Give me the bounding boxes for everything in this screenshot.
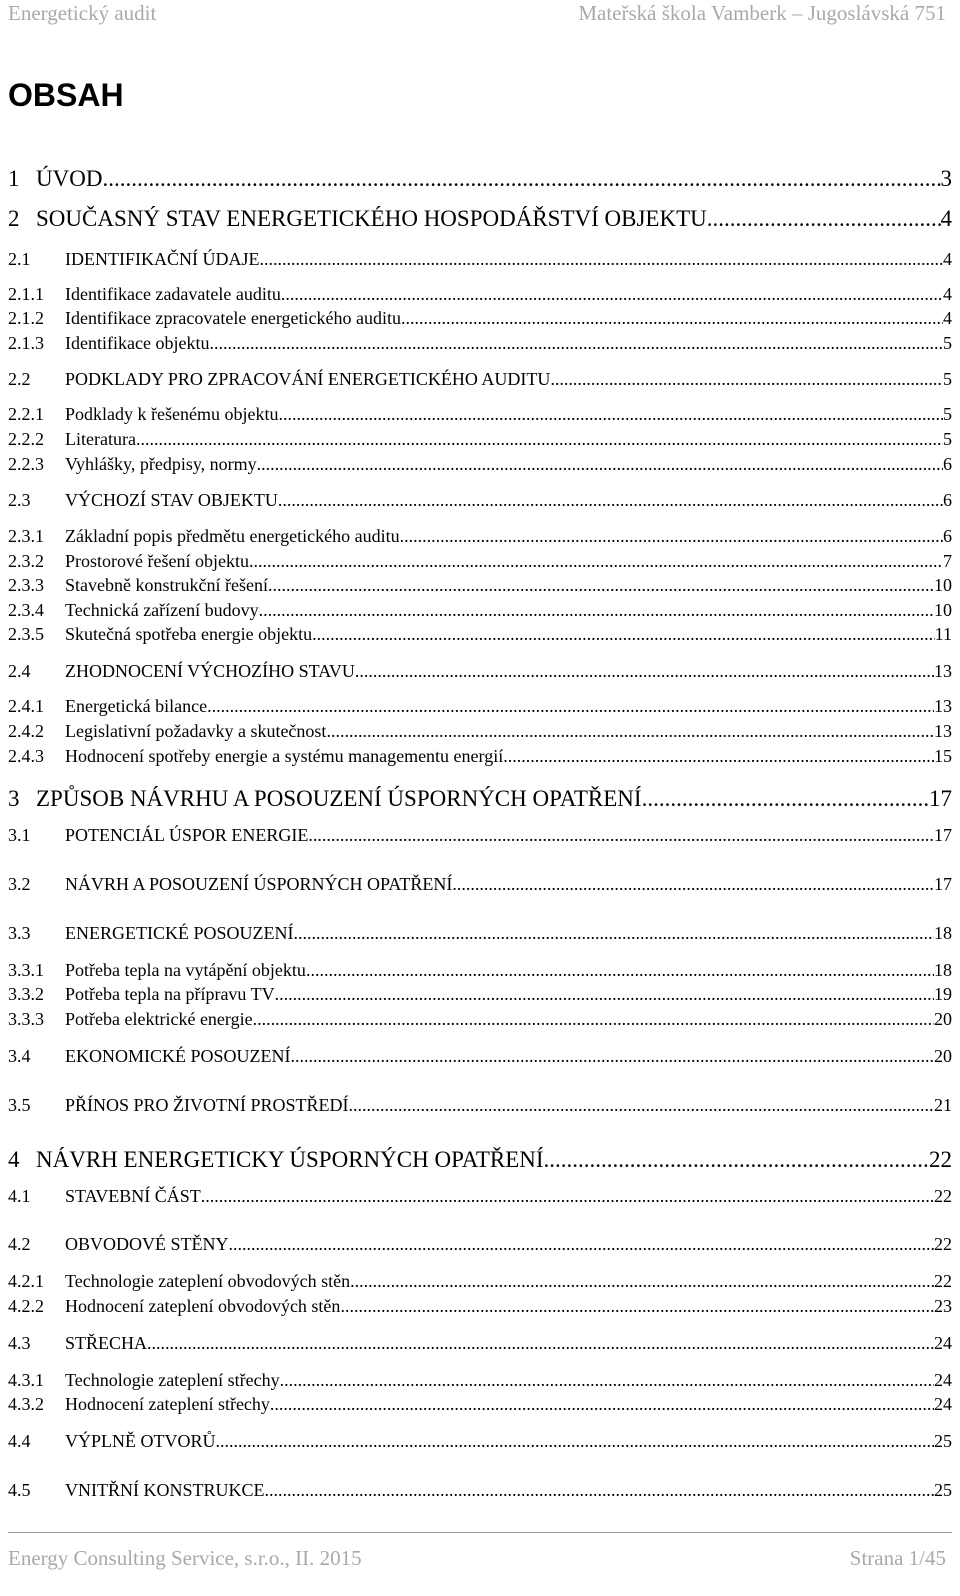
toc-entry[interactable] <box>8 1481 952 1499</box>
toc-entry[interactable] <box>8 167 952 190</box>
toc-entry-number: 2.1.1 <box>8 284 44 304</box>
toc-entry-number: 2.2.3 <box>8 454 44 474</box>
toc-entry-title: NÁVRH A POSOUZENÍ ÚSPORNÝCH OPATŘENÍ <box>65 874 453 894</box>
toc-entry-page: 4 <box>943 249 952 269</box>
toc-entry[interactable] <box>8 1297 952 1315</box>
toc-entry[interactable] <box>8 1272 952 1290</box>
toc-entry[interactable] <box>8 430 952 448</box>
toc-entry-leader <box>102 167 940 190</box>
toc-entry-title: Hodnocení zateplení střechy <box>65 1394 270 1414</box>
toc-entry-number: 2.2.1 <box>8 404 44 424</box>
toc-entry-number: 2.1 <box>8 249 31 269</box>
toc-entry-leader <box>270 1395 934 1413</box>
toc-entry-title: Energetická bilance <box>65 696 208 716</box>
toc-entry[interactable] <box>8 1187 952 1205</box>
toc-entry-leader <box>249 552 943 570</box>
toc-entry-leader <box>349 1096 934 1114</box>
toc-entry[interactable] <box>8 552 952 570</box>
toc-entry-page: 22 <box>934 1234 952 1254</box>
toc-entry[interactable] <box>8 722 952 740</box>
toc-entry[interactable] <box>8 309 952 327</box>
toc-entry-title: IDENTIFIKAČNÍ ÚDAJE <box>65 249 260 269</box>
toc-entry-page: 22 <box>929 1147 952 1172</box>
toc-entry-leader <box>401 309 943 327</box>
toc-entry-leader <box>278 491 943 509</box>
toc-entry-leader <box>550 370 943 388</box>
toc-entry-leader <box>275 985 934 1003</box>
toc-entry-title: Potřeba tepla na přípravu TV <box>65 984 275 1004</box>
toc-entry[interactable] <box>8 576 952 594</box>
toc-entry-leader <box>306 961 934 979</box>
toc-entry-leader <box>216 1432 935 1450</box>
toc-entry-title: Potřeba tepla na vytápění objektu <box>65 960 306 980</box>
toc-entry-title: POTENCIÁL ÚSPOR ENERGIE <box>65 825 309 845</box>
toc-entry[interactable] <box>8 1010 952 1028</box>
toc-entry-page: 3 <box>940 166 952 191</box>
toc-entry-number: 2.3.4 <box>8 600 44 620</box>
header-object-name: Mateřská škola Vamberk – Jugoslávská 751 <box>578 1 946 25</box>
toc-entry-title: NÁVRH ENERGETICKY ÚSPORNÝCH OPATŘENÍ <box>36 1147 544 1172</box>
toc-entry-page: 4 <box>940 206 952 231</box>
toc-entry-leader <box>259 601 934 619</box>
toc-entry-leader <box>209 334 943 352</box>
toc-entry-leader <box>278 405 943 423</box>
toc-entry[interactable] <box>8 875 952 893</box>
toc-entry-page: 24 <box>934 1370 952 1390</box>
toc-entry-leader <box>308 826 934 844</box>
toc-entry-leader <box>147 1334 934 1352</box>
toc-entry-leader <box>355 662 934 680</box>
toc-entry-title: Prostorové řešení objektu <box>65 551 249 571</box>
toc-entry-number: 2.3 <box>8 490 31 510</box>
toc-entry-page: 5 <box>943 333 952 353</box>
toc-entry-page: 4 <box>943 308 952 328</box>
toc-entry-number: 3.5 <box>8 1095 31 1115</box>
toc-entry[interactable] <box>8 405 952 423</box>
toc-entry-page: 17 <box>934 874 952 894</box>
toc-entry-leader <box>312 625 935 643</box>
footer-divider <box>8 1532 952 1533</box>
toc-entry-page: 7 <box>943 551 952 571</box>
toc-entry-leader <box>136 430 943 448</box>
toc-entry-number: 3.3 <box>8 923 31 943</box>
toc-entry-number: 4.3.1 <box>8 1370 44 1390</box>
toc-entry-number: 4.5 <box>8 1480 31 1500</box>
toc-entry[interactable] <box>8 491 952 509</box>
toc-entry-title: PŘÍNOS PRO ŽIVOTNÍ PROSTŘEDÍ <box>65 1095 349 1115</box>
toc-entry[interactable] <box>8 1096 952 1114</box>
toc-entry-number: 4.2.2 <box>8 1296 44 1316</box>
toc-entry-title: OBVODOVÉ STĚNY <box>65 1234 229 1254</box>
toc-entry-title: PODKLADY PRO ZPRACOVÁNÍ ENERGETICKÉHO AUDITU <box>65 369 551 389</box>
toc-entry[interactable] <box>8 961 952 979</box>
toc-entry-page: 24 <box>934 1394 952 1414</box>
toc-entry-page: 13 <box>934 661 952 681</box>
toc-entry[interactable] <box>8 285 952 303</box>
toc-entry-number: 3.3.2 <box>8 984 44 1004</box>
toc-entry-page: 17 <box>929 786 952 811</box>
toc-entry-page: 22 <box>934 1271 952 1291</box>
toc-entry-leader <box>265 1481 935 1499</box>
toc-entry[interactable] <box>8 527 952 545</box>
toc-entry-title: SOUČASNÝ STAV ENERGETICKÉHO HOSPODÁŘSTVÍ OBJEKTU <box>36 206 707 231</box>
toc-entry-leader <box>544 1148 929 1171</box>
toc-entry-number: 2.3.5 <box>8 624 44 644</box>
toc-entry-page: 5 <box>943 369 952 389</box>
toc-entry-number: 4.4 <box>8 1431 31 1451</box>
toc-entry-number: 3.4 <box>8 1046 31 1066</box>
toc-entry-leader <box>201 1187 934 1205</box>
toc-entry-leader <box>326 722 934 740</box>
toc-entry-number: 2 <box>8 206 20 231</box>
toc-entry-title: Vyhlášky, předpisy, normy <box>65 454 257 474</box>
page-footer <box>8 1544 946 1572</box>
toc-entry[interactable] <box>8 1148 952 1171</box>
toc-entry-leader <box>291 1047 935 1065</box>
toc-entry[interactable] <box>8 1235 952 1253</box>
toc-entry-page: 5 <box>943 429 952 449</box>
toc-entry-number: 1 <box>8 166 20 191</box>
toc-entry[interactable] <box>8 370 952 388</box>
toc-entry-leader <box>229 1235 935 1253</box>
toc-entry-leader <box>503 747 934 765</box>
toc-entry-title: Hodnocení zateplení obvodových stěn <box>65 1296 341 1316</box>
footer-page-number: Strana 1/45 <box>849 1546 946 1570</box>
toc-entry-page: 18 <box>934 923 952 943</box>
toc-entry-leader <box>280 1371 934 1389</box>
toc-entry-number: 2.1.2 <box>8 308 44 328</box>
toc-entry-page: 23 <box>934 1296 952 1316</box>
toc-entry-number: 2.3.1 <box>8 526 44 546</box>
toc-entry-title: VÝCHOZÍ STAV OBJEKTU <box>65 490 278 510</box>
toc-entry-title: Hodnocení spotřeby energie a systému managementu energií <box>65 746 504 766</box>
toc-entry-number: 4 <box>8 1147 20 1172</box>
toc-entry-page: 17 <box>934 825 952 845</box>
toc-entry-number: 2.4.2 <box>8 721 44 741</box>
toc-entry-page: 24 <box>934 1333 952 1353</box>
toc-entry-leader <box>293 924 934 942</box>
toc-entry-page: 5 <box>943 404 952 424</box>
toc-entry-leader <box>257 455 943 473</box>
toc-entry-title: EKONOMICKÉ POSOUZENÍ <box>65 1046 291 1066</box>
toc-entry-title: STŘECHA <box>65 1333 148 1353</box>
toc-entry-number: 2.2 <box>8 369 31 389</box>
toc-entry-number: 3.1 <box>8 825 31 845</box>
toc-entry[interactable] <box>8 985 952 1003</box>
toc-entry-title: Identifikace zadavatele auditu <box>65 284 281 304</box>
toc-entry[interactable] <box>8 1047 952 1065</box>
toc-entry-number: 3.3.1 <box>8 960 44 980</box>
toc-entry-leader <box>400 527 943 545</box>
toc-entry-title: ZPŮSOB NÁVRHU A POSOUZENÍ ÚSPORNÝCH OPATŘENÍ <box>36 786 642 811</box>
toc-entry-number: 4.3 <box>8 1333 31 1353</box>
toc-entry-number: 3 <box>8 786 20 811</box>
toc-entry-number: 4.1 <box>8 1186 31 1206</box>
toc-entry[interactable] <box>8 826 952 844</box>
toc-entry-title: Technologie zateplení obvodových stěn <box>65 1271 351 1291</box>
toc-entry[interactable] <box>8 334 952 352</box>
toc-entry-number: 2.1.3 <box>8 333 44 353</box>
toc-entry-page: 13 <box>934 721 952 741</box>
toc-entry-page: 19 <box>934 984 952 1004</box>
toc-entry-title: Potřeba elektrické energie <box>65 1009 253 1029</box>
toc-entry[interactable] <box>8 924 952 942</box>
toc-entry-page: 18 <box>934 960 952 980</box>
toc-entry-title: VNITŘNÍ KONSTRUKCE <box>65 1480 265 1500</box>
toc-entry-page: 10 <box>934 575 952 595</box>
toc-entry[interactable] <box>8 1432 952 1450</box>
toc-entry-page: 22 <box>934 1186 952 1206</box>
toc-entry-page: 25 <box>934 1431 952 1451</box>
toc-entry-number: 3.3.3 <box>8 1009 44 1029</box>
toc-entry[interactable] <box>8 455 952 473</box>
toc-entry[interactable] <box>8 625 952 643</box>
toc-entry-title: VÝPLNĚ OTVORŮ <box>65 1431 216 1451</box>
toc-entry-number: 2.4.1 <box>8 696 44 716</box>
toc-entry[interactable] <box>8 747 952 765</box>
toc-entry-title: Technologie zateplení střechy <box>65 1370 280 1390</box>
toc-entry[interactable] <box>8 1334 952 1352</box>
toc-entry-leader <box>452 875 934 893</box>
toc-entry-number: 2.2.2 <box>8 429 44 449</box>
toc-entry[interactable] <box>8 697 952 715</box>
header-document-type: Energetický audit <box>8 1 157 25</box>
toc-entry-leader <box>340 1297 934 1315</box>
footer-company: Energy Consulting Service, s.r.o., II. 2015 <box>8 1546 362 1570</box>
toc-entry-title: Literatura <box>65 429 136 449</box>
toc-entry-page: 13 <box>934 696 952 716</box>
toc-entry[interactable] <box>8 601 952 619</box>
toc-entry-page: 6 <box>943 490 952 510</box>
toc-entry-title: ENERGETICKÉ POSOUZENÍ <box>65 923 294 943</box>
toc-entry-title: Základní popis předmětu energetického auditu <box>65 526 400 546</box>
toc-entry-number: 4.2.1 <box>8 1271 44 1291</box>
toc-entry[interactable] <box>8 1371 952 1389</box>
toc-entry-leader <box>259 250 943 268</box>
toc-entry-title: Podklady k řešenému objektu <box>65 404 279 424</box>
toc-entry-title: Identifikace zpracovatele energetického auditu <box>65 308 401 328</box>
toc-entry-number: 2.4.3 <box>8 746 44 766</box>
toc-entry-page: 6 <box>943 454 952 474</box>
toc-entry-page: 10 <box>934 600 952 620</box>
toc-entry-number: 4.2 <box>8 1234 31 1254</box>
page-title: OBSAH <box>8 77 124 113</box>
toc-entry-number: 2.4 <box>8 661 31 681</box>
toc-entry-page: 11 <box>934 624 952 644</box>
toc-entry-page: 20 <box>934 1046 952 1066</box>
toc-entry-page: 20 <box>934 1009 952 1029</box>
toc-entry-leader <box>253 1010 934 1028</box>
toc-entry-page: 21 <box>934 1095 952 1115</box>
page-header <box>8 0 946 26</box>
toc-entry[interactable] <box>8 207 952 230</box>
toc-entry-title: ZHODNOCENÍ VÝCHOZÍHO STAVU <box>65 661 355 681</box>
toc-entry-title: Stavebně konstrukční řešení <box>65 575 268 595</box>
toc-entry[interactable] <box>8 662 952 680</box>
toc-entry-title: ÚVOD <box>36 166 103 191</box>
toc-entry[interactable] <box>8 250 952 268</box>
toc-entry-title: Technická zařízení budovy <box>65 600 259 620</box>
toc-entry-number: 2.3.2 <box>8 551 44 571</box>
toc-entry-leader <box>350 1272 934 1290</box>
toc-entry-page: 4 <box>943 284 952 304</box>
toc-entry-leader <box>281 285 943 303</box>
toc-entry-page: 25 <box>934 1480 952 1500</box>
toc-entry[interactable] <box>8 787 952 810</box>
toc-entry-title: Legislativní požadavky a skutečnost <box>65 721 327 741</box>
toc-entry-title: Skutečná spotřeba energie objektu <box>65 624 313 644</box>
toc-entry-title: Identifikace objektu <box>65 333 210 353</box>
toc-entry-leader <box>707 207 941 230</box>
toc-entry-leader <box>642 787 929 810</box>
toc-entry-page: 15 <box>934 746 952 766</box>
toc-entry-number: 4.3.2 <box>8 1394 44 1414</box>
toc-entry-number: 2.3.3 <box>8 575 44 595</box>
toc-entry-leader <box>207 697 934 715</box>
toc-entry-page: 6 <box>943 526 952 546</box>
toc-entry[interactable] <box>8 1395 952 1413</box>
toc-entry-leader <box>268 576 934 594</box>
toc-entry-title: STAVEBNÍ ČÁST <box>65 1186 201 1206</box>
toc-entry-number: 3.2 <box>8 874 31 894</box>
